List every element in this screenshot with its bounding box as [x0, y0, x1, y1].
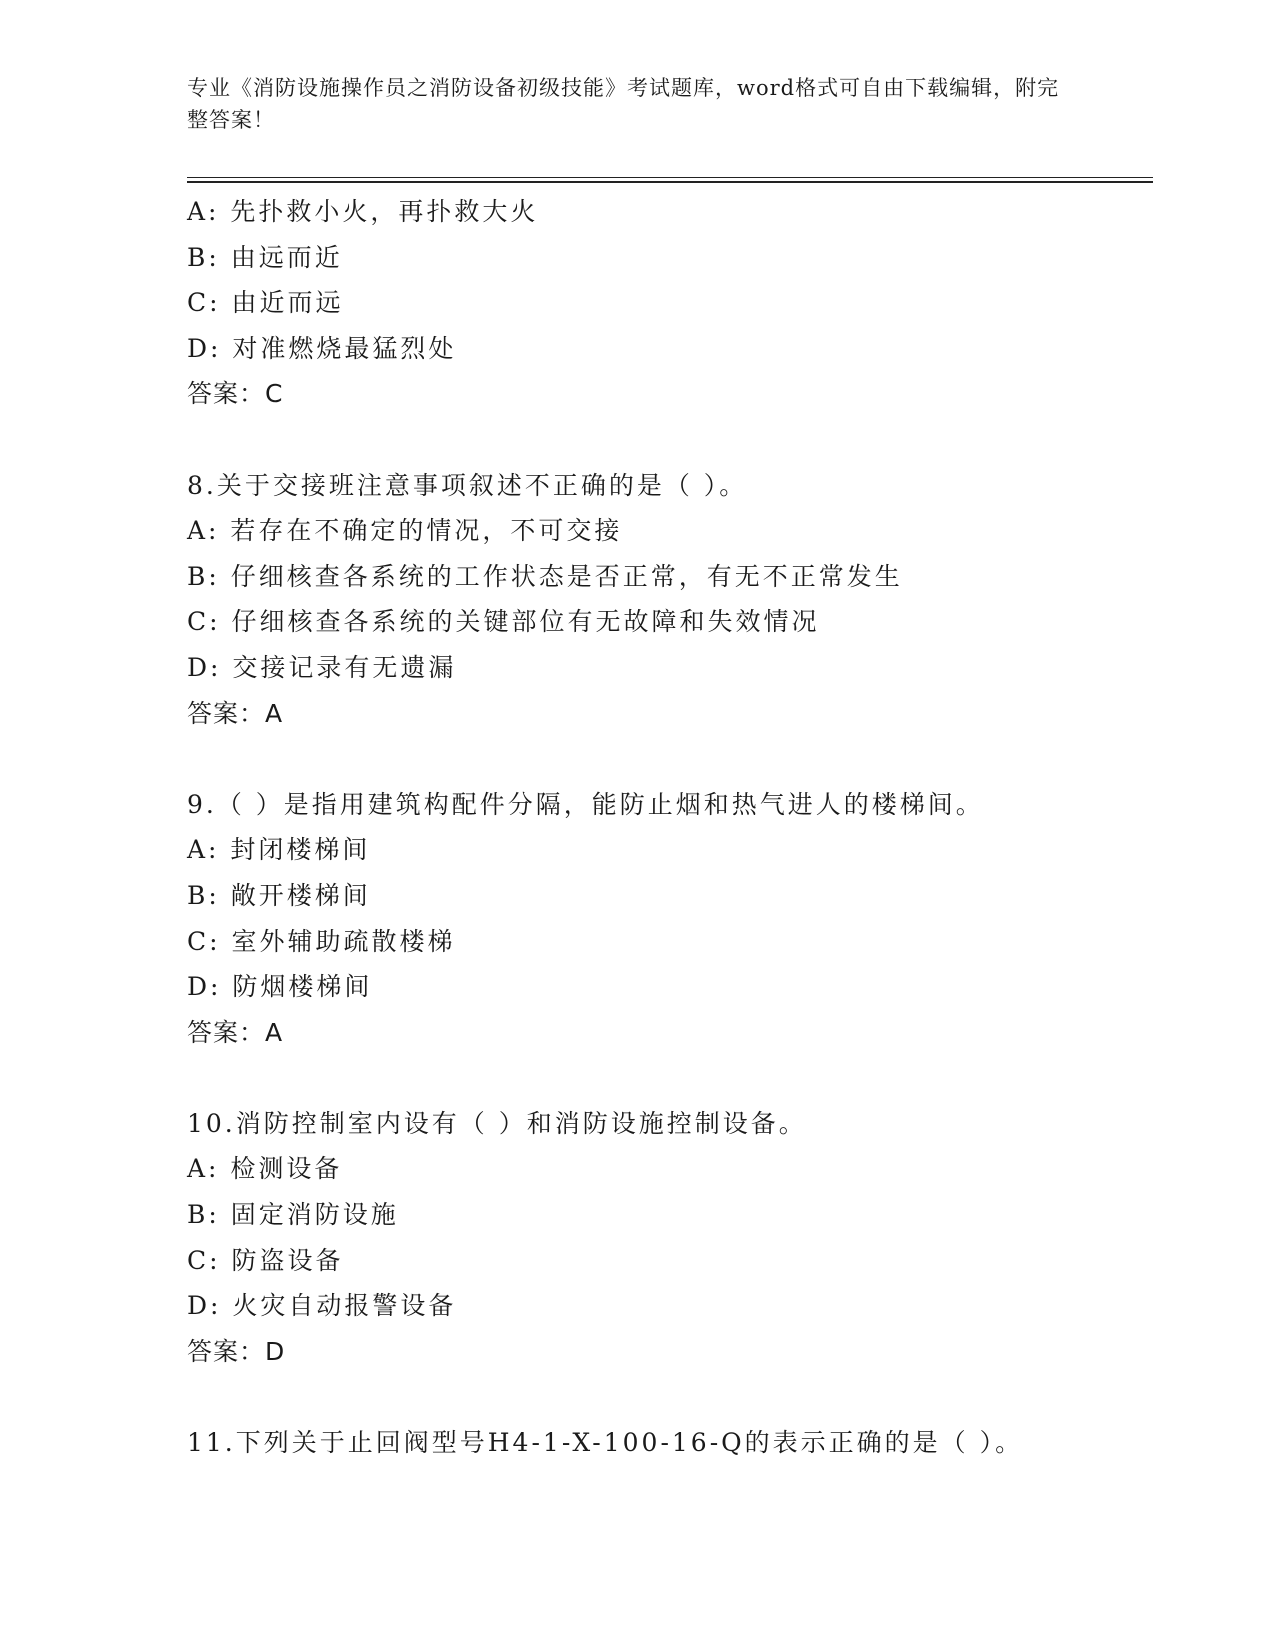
option-d: D: 对准燃烧最猛烈处 — [187, 333, 457, 363]
question-stem: 9.（ ）是指用建筑构配件分隔，能防止烟和热气进人的楼梯间。 — [187, 789, 984, 819]
question-block-8 — [187, 463, 1147, 737]
answer: 答案：D — [187, 1336, 286, 1366]
option-a: A: 封闭楼梯间 — [187, 835, 371, 865]
answer: 答案：A — [187, 698, 284, 728]
option-b: B: 由远而近 — [187, 242, 343, 272]
option-b: B: 仔细核查各系统的工作状态是否正常，有无不正常发生 — [187, 561, 903, 591]
question-block-10 — [187, 1101, 1147, 1375]
question-stem: 10.消防控制室内设有（ ）和消防设施控制设备。 — [187, 1108, 807, 1138]
question-stem: 11.下列关于止回阀型号H4-1-X-100-16-Q的表示正确的是（ ）。 — [187, 1428, 1024, 1458]
answer: 答案：A — [187, 1017, 284, 1047]
document-header: 专业《消防设施操作员之消防设备初级技能》考试题库，word格式可自由下载编辑，附完整答案！ — [187, 76, 1060, 132]
question-block-prev — [187, 189, 1147, 417]
header-rule-thin — [187, 177, 1153, 178]
spacer — [187, 417, 1147, 463]
option-d: D: 火灾自动报警设备 — [187, 1291, 457, 1321]
question-list — [187, 189, 1147, 1466]
option-c: C: 防盗设备 — [187, 1245, 344, 1275]
option-d: D: 交接记录有无遗漏 — [187, 652, 457, 682]
option-a: A: 检测设备 — [187, 1154, 343, 1184]
spacer — [187, 736, 1147, 782]
option-a: A: 若存在不确定的情况，不可交接 — [187, 516, 623, 546]
header-rule-thick — [187, 181, 1153, 183]
option-d: D: 防烟楼梯间 — [187, 972, 373, 1002]
answer: 答案：C — [187, 379, 284, 409]
question-stem: 8.关于交接班注意事项叙述不正确的是（ ）。 — [187, 470, 748, 500]
option-c: C: 仔细核查各系统的关键部位有无故障和失效情况 — [187, 607, 820, 637]
spacer — [187, 1374, 1147, 1420]
question-block-9 — [187, 782, 1147, 1056]
option-b: B: 固定消防设施 — [187, 1200, 399, 1230]
option-b: B: 敞开楼梯间 — [187, 880, 371, 910]
spacer — [187, 1055, 1147, 1101]
option-a: A: 先扑救小火，再扑救大火 — [187, 197, 539, 226]
option-c: C: 室外辅助疏散楼梯 — [187, 926, 456, 956]
question-block-11 — [187, 1420, 1147, 1466]
option-c: C: 由近而远 — [187, 288, 344, 318]
